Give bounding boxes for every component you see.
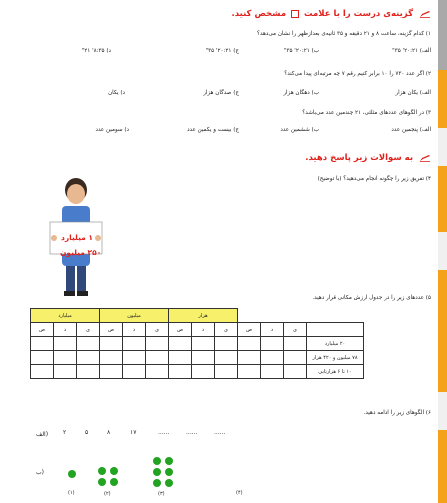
section1-heading-text-b: مشخص کنید. [231,9,287,19]
pattern-dot [165,479,173,487]
question-1-option-d[interactable]: د) ۸:۳۵' ۲۱" [81,48,111,54]
section2-heading-text: به سوالات زیر پاسخ دهید. [305,153,414,163]
pattern-dot [165,468,173,476]
table-cell[interactable] [192,337,215,351]
place-value-table [30,308,364,379]
question-2-option-c[interactable]: ج) صدگان هزار [203,90,239,96]
pattern-dot [165,457,173,465]
question-5-text: ۵) عددهای زیر را در جدول ارزش مکانی قرار دهید. [312,295,431,301]
sequence-term: ۱۷ [130,429,137,436]
section1-heading [231,9,431,19]
pencil-icon [419,154,431,162]
question-1-option-b[interactable]: ب) ۲۰:۲۱' ۳۵" [283,48,319,54]
table-cell[interactable] [169,351,192,365]
group-header-billion: میلیارد [31,309,100,323]
row-label: ۲۰ میلیارد [307,337,364,351]
side-strip-top [438,0,447,70]
table-cell[interactable] [215,365,238,379]
table-cell[interactable] [54,337,77,351]
unit-header: ی [284,323,307,337]
table-cell[interactable] [100,337,123,351]
side-tab [438,128,447,166]
unit-header: د [261,323,284,337]
table-group-header-row [31,309,364,323]
question-3-option-b[interactable]: ب) ششمین عدد [280,127,319,133]
sequence-blank[interactable]: ...... [214,429,226,436]
unit-header: د [192,323,215,337]
pattern-dot [98,478,106,486]
pattern-dot [110,467,118,475]
table-cell[interactable] [192,365,215,379]
question-2-option-d[interactable]: د) یکان [108,90,125,96]
table-cell[interactable] [284,351,307,365]
table-cell[interactable] [31,365,54,379]
table-cell[interactable] [123,351,146,365]
table-cell[interactable] [261,365,284,379]
sequence-blank[interactable]: ...... [158,429,170,436]
unit-header: ص [31,323,54,337]
row-label: ۱۰ تا ۶ هزارتایی [307,365,364,379]
pattern-b-label: ب) [36,469,44,476]
pencil-icon [419,10,431,18]
sign-line-1: ۱ میلیارد [61,233,93,242]
question-6-text: ۶) الگوهای زیر را ادامه دهید. [363,410,431,416]
pattern-a-label: الف) [36,431,49,438]
section1-heading-text-a: گزینه‌ی درست را با علامت [304,9,414,19]
sequence-term: ۵ [85,429,89,436]
sequence-blank[interactable]: ...... [186,429,198,436]
table-cell[interactable] [261,337,284,351]
question-2-option-a[interactable]: الف) یکان هزار [395,90,431,96]
table-cell[interactable] [123,365,146,379]
pattern-dot [153,457,161,465]
unit-header: ص [238,323,261,337]
question-1-option-c[interactable]: ج) ۲۰:۲۱' ۳۵" [205,48,239,54]
side-tab [438,232,447,270]
table-cell[interactable] [284,365,307,379]
table-cell[interactable] [31,351,54,365]
question-4-text: ۴) تفریق زیر را چگونه انجام می‌دهید؟ (با توضیح) [317,176,431,182]
sequence-term: ۸ [107,429,111,436]
unit-header: ی [77,323,100,337]
figure-label: (۳) [158,491,165,497]
table-cell[interactable] [77,351,100,365]
table-cell[interactable] [100,365,123,379]
question-1-text: ۱) کدام گزینه، ساعت ۸ و ۲۱ دقیقه و ۳۵ ثانیه‌ی بعدازظهر را نشان می‌دهد؟ [257,31,431,37]
side-strip [438,0,447,503]
table-cell[interactable] [169,365,192,379]
question-3-text: ۳) در الگوهای عددهای مثلثی، ۲۱ چندمین عدد می‌باشد؟ [302,110,431,116]
question-1-option-a[interactable]: الف) ۲۰:۲۱' ۳۵" [392,48,431,54]
unit-header: د [123,323,146,337]
table-cell[interactable] [100,351,123,365]
table-cell[interactable] [238,351,261,365]
sign-line-2: ۲۵۰ میلیون [60,248,102,257]
table-cell[interactable] [261,351,284,365]
sequence-term: ۲ [63,429,67,436]
table-cell[interactable] [146,365,169,379]
side-tab [438,392,447,430]
question-3-option-c[interactable]: ج) بیست و یکمین عدد [187,127,239,133]
table-cell[interactable] [215,337,238,351]
figure-label: (۲) [104,491,111,497]
table-cell[interactable] [77,365,100,379]
question-2-option-b[interactable]: ب) دهگان هزار [283,90,319,96]
question-3-option-a[interactable]: الف) پنجمین عدد [391,127,431,133]
unit-header: د [54,323,77,337]
table-cell[interactable] [54,351,77,365]
pattern-dot [98,467,106,475]
table-cell[interactable] [146,337,169,351]
table-cell[interactable] [169,337,192,351]
row-label: ۷۸ میلیون و ۴۲۰ هزار [307,351,364,365]
group-header-thousand: هزار [169,309,238,323]
table-cell[interactable] [54,365,77,379]
table-cell[interactable] [238,337,261,351]
table-row [31,365,364,379]
figure-label: (۴) [236,490,243,496]
pattern-dot [153,479,161,487]
table-cell[interactable] [77,337,100,351]
table-row [31,351,364,365]
question-2-text: ۲) اگر عدد ۷۳۰ را ۱۰ برابر کنیم رقم ۷ چه مرتبه‌ای پیدا می‌کند؟ [284,71,431,77]
unit-header: ی [146,323,169,337]
table-cell[interactable] [192,351,215,365]
table-cell[interactable] [284,337,307,351]
pattern-dot [110,478,118,486]
unit-header: ص [169,323,192,337]
table-cell[interactable] [146,351,169,365]
table-row [31,337,364,351]
unit-header: ی [215,323,238,337]
figure-label: (۱) [68,490,75,496]
table-unit-header-row [31,323,364,337]
pattern-dot [153,468,161,476]
table-cell[interactable] [123,337,146,351]
table-cell[interactable] [238,365,261,379]
table-cell[interactable] [31,337,54,351]
checkbox-icon [291,10,299,18]
unit-header: ص [100,323,123,337]
section2-heading [305,153,431,163]
group-header-million: میلیون [100,309,169,323]
question-3-option-d[interactable]: د) سومین عدد [95,127,129,133]
pattern-dot [68,470,76,478]
table-cell[interactable] [215,351,238,365]
